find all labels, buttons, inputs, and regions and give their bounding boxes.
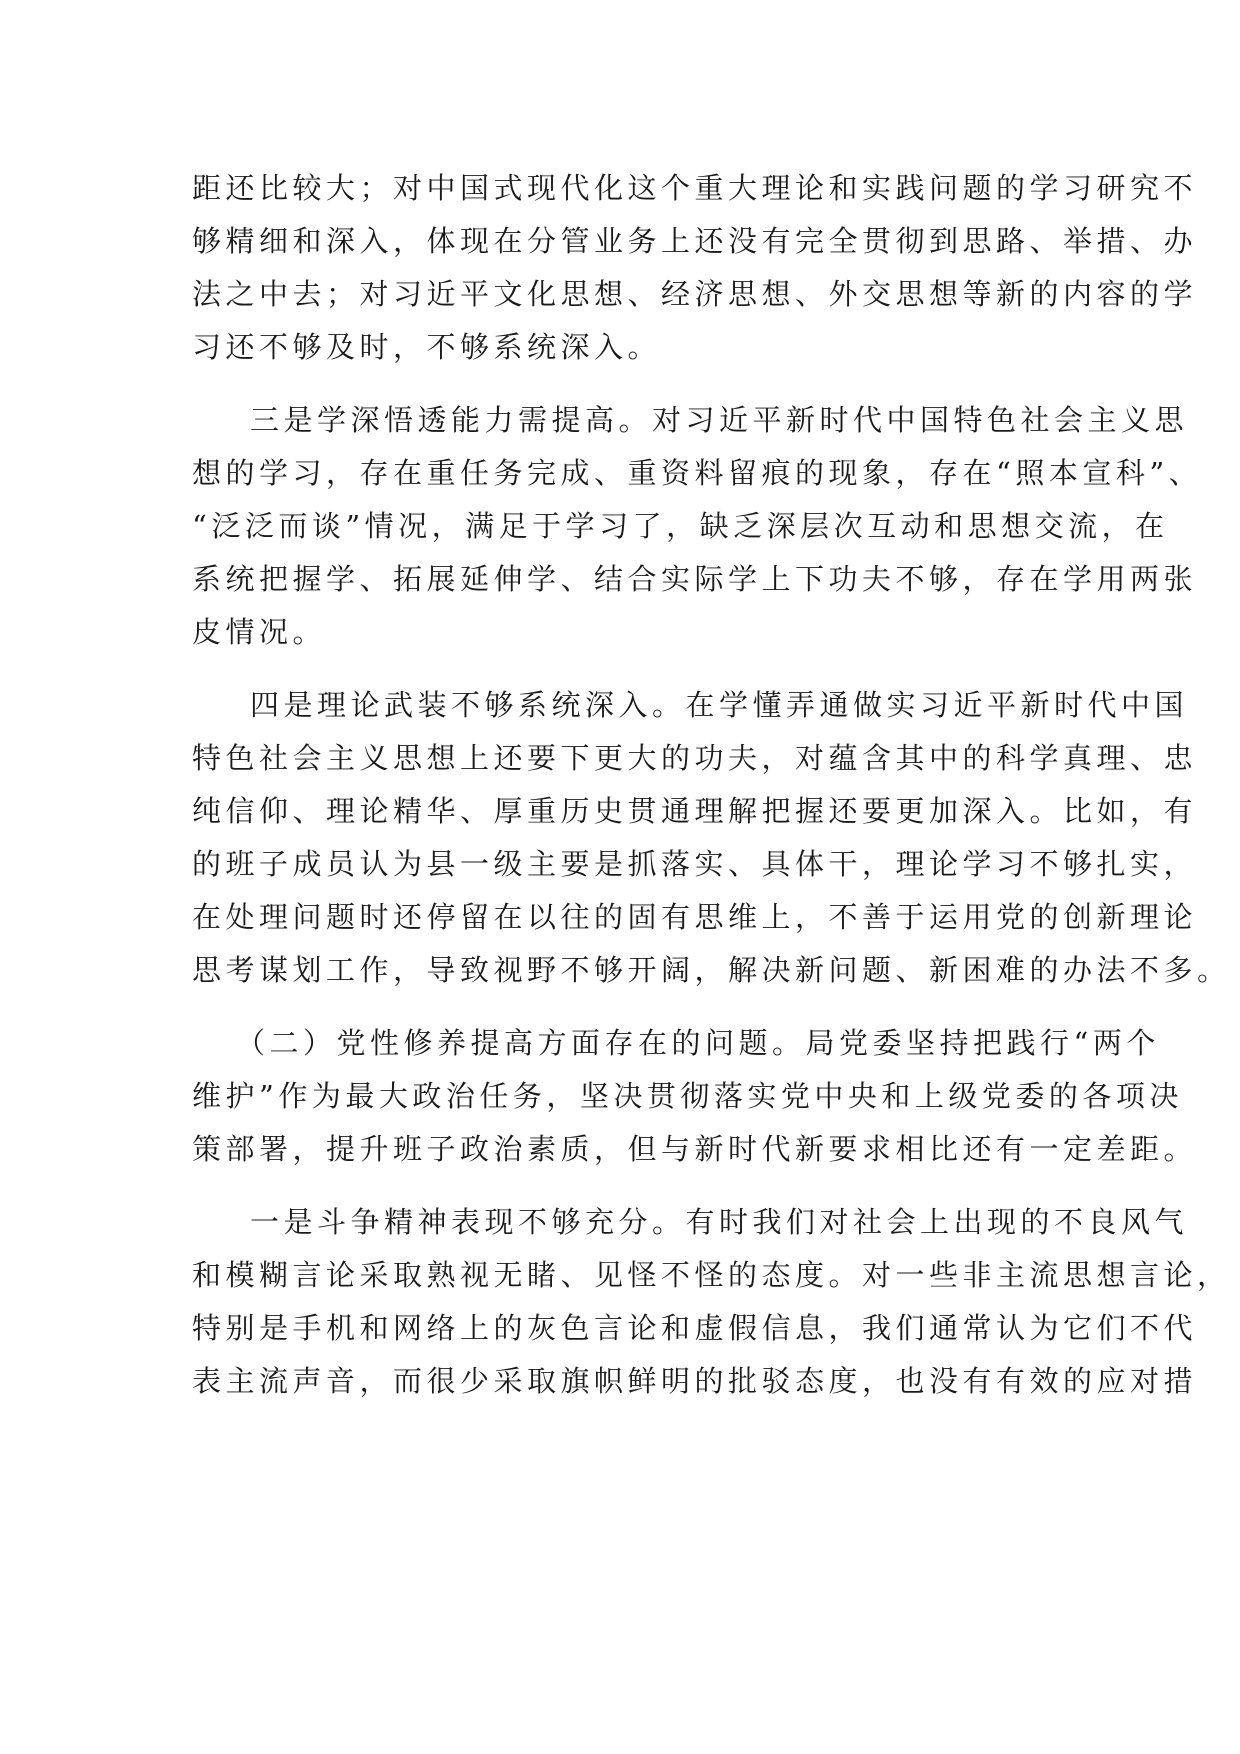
text-line: “泛泛而谈”情况，满足于学习了，缺乏深层次互动和思想交流，在 (192, 509, 1169, 543)
paragraph-point-one (192, 1196, 1231, 1408)
text-line: 够精细和深入，体现在分管业务上还没有完全贯彻到思路、举措、办 (192, 224, 1198, 258)
document-body (192, 162, 1231, 1408)
text-line: 习还不够及时，不够系统深入。 (192, 330, 662, 364)
paragraph-point-four (192, 679, 1231, 997)
text-line: 一是斗争精神表现不够充分。有时我们对社会上出现的不良风气 (250, 1205, 1189, 1239)
text-line: 特色社会主义思想上还要下更大的功夫，对蕴含其中的科学真理、忠 (192, 741, 1198, 775)
text-line: 想的学习，存在重任务完成、重资料留痕的现象，存在“照本宣科”、 (192, 456, 1203, 490)
text-line: 策部署，提升班子政治素质，但与新时代新要求相比还有一定差距。 (192, 1132, 1198, 1166)
section-heading-two (192, 1017, 1198, 1176)
text-line: 皮情况。 (192, 615, 327, 649)
text-line: 思考谋划工作，导致视野不够开阔，解决新问题、新困难的办法不多。 (192, 953, 1231, 987)
text-line: 距还比较大；对中国式现代化这个重大理论和实践问题的学习研究不 (192, 171, 1198, 205)
text-line: 和模糊言论采取熟视无睹、见怪不怪的态度。对一些非主流思想言论， (192, 1258, 1231, 1292)
text-line: 特别是手机和网络上的灰色言论和虚假信息，我们通常认为它们不代 (192, 1311, 1198, 1345)
text-line: 纯信仰、理论精华、厚重历史贯通理解把握还要更加深入。比如，有 (192, 794, 1198, 828)
text-line: 系统把握学、拓展延伸学、结合实际学上下功夫不够，存在学用两张 (192, 562, 1198, 596)
text-line: 四是理论武装不够系统深入。在学懂弄通做实习近平新时代中国 (250, 688, 1189, 722)
text-line: 在处理问题时还停留在以往的固有思维上，不善于运用党的创新理论 (192, 900, 1198, 934)
text-line: 表主流声音，而很少采取旗帜鲜明的批驳态度，也没有有效的应对措 (192, 1364, 1198, 1398)
text-line: 三是学深悟透能力需提高。对习近平新时代中国特色社会主义思 (250, 403, 1189, 437)
text-line: 法之中去；对习近平文化思想、经济思想、外交思想等新的内容的学 (192, 277, 1198, 311)
paragraph-point-three (192, 394, 1203, 659)
text-line: 的班子成员认为县一级主要是抓落实、具体干，理论学习不够扎实， (192, 847, 1198, 881)
paragraph-continuation (192, 162, 1198, 374)
text-line: 维护”作为最大政治任务，坚决贯彻落实党中央和上级党委的各项决 (192, 1079, 1183, 1113)
text-line: （二）党性修养提高方面存在的问题。局党委坚持把践行“两个 (236, 1026, 1160, 1060)
